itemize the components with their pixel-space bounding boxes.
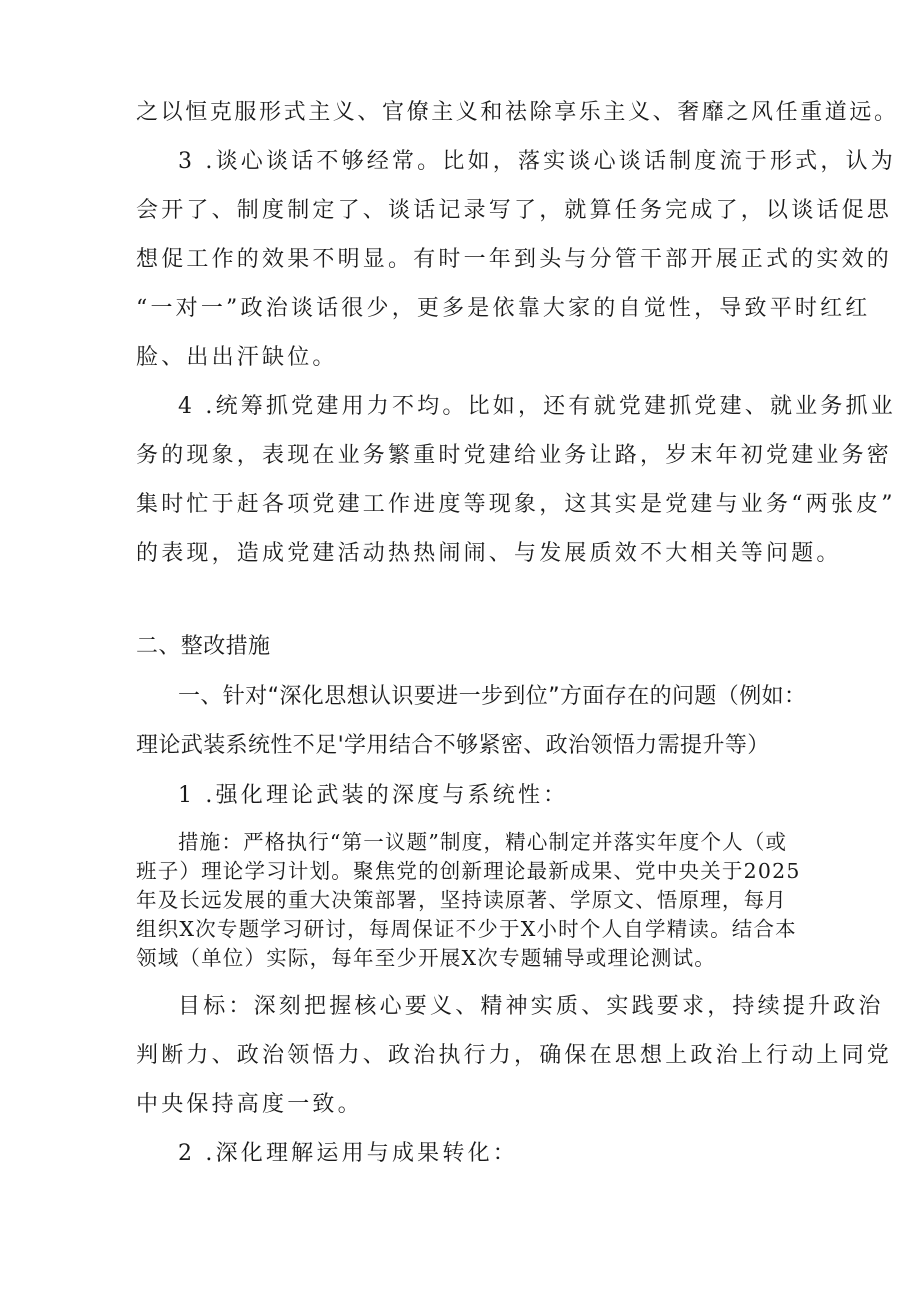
measure-line: 年及长远发展的重大决策部署，坚持读原著、学原文、悟原理，每月 xyxy=(136,888,787,912)
paragraph-line: 之以恒克服形式主义、官僚主义和祛除享乐主义、奢靡之风任重道远。 xyxy=(136,100,899,125)
measure-line: 班子）理论学习计划。聚焦党的创新理论最新成果、党中央关于2025 xyxy=(136,859,801,883)
paragraph-line: 集时忙于赶各项党建工作进度等现象，这其实是党建与业务“两张皮” xyxy=(136,492,896,517)
paragraph-line: 脸、出出汗缺位。 xyxy=(136,345,338,370)
measure-line: 领域（单位）实际，每年至少开展X次专题辅导或理论测试。 xyxy=(136,946,716,970)
subsection-heading: 理论武装系统性不足'学用结合不够紧密、政治领悟力需提升等） xyxy=(136,733,770,758)
paragraph-line: 3 .谈心谈话不够经常。比如，落实谈心谈话制度流于形式，认为 xyxy=(178,149,896,174)
paragraph-line: 4 .统筹抓党建用力不均。比如，还有就党建抓党建、就业务抓业 xyxy=(178,394,896,419)
goal-line: 判断力、政治领悟力、政治执行力，确保在思想上政治上行动上同党 xyxy=(136,1043,893,1068)
paragraph-line: 会开了、制度制定了、谈话记录写了，就算任务完成了，以谈话促思 xyxy=(136,198,893,223)
item-heading: 1 .强化理论武装的深度与系统性： xyxy=(178,783,569,808)
goal-line: 目标：深刻把握核心要义、精神实质、实践要求，持续提升政治 xyxy=(178,994,884,1019)
goal-line: 中央保持高度一致。 xyxy=(136,1092,363,1117)
paragraph-line: “一对一”政治谈话很少，更多是依靠大家的自觉性，导致平时红红 xyxy=(136,296,871,321)
paragraph-line: 想促工作的效果不明显。有时一年到头与分管干部开展正式的实效的 xyxy=(136,247,893,272)
section-heading: 二、整改措施 xyxy=(136,634,271,659)
measure-line: 组织X次专题学习研讨，每周保证不少于X小时个人自学精读。结合本 xyxy=(136,917,797,941)
paragraph-line: 务的现象，表现在业务繁重时党建给业务让路，岁末年初党建业务密 xyxy=(136,443,893,468)
subsection-heading: 一、针对“深化思想认识要进一步到位”方面存在的问题（例如： xyxy=(178,684,807,709)
measure-line: 措施：严格执行“第一议题”制度，精心制定并落实年度个人（或 xyxy=(178,830,788,854)
item-heading: 2 .深化理解运用与成果转化： xyxy=(178,1141,518,1166)
paragraph-line: 的表现，造成党建活动热热闹闹、与发展质效不大相关等问题。 xyxy=(136,541,842,566)
